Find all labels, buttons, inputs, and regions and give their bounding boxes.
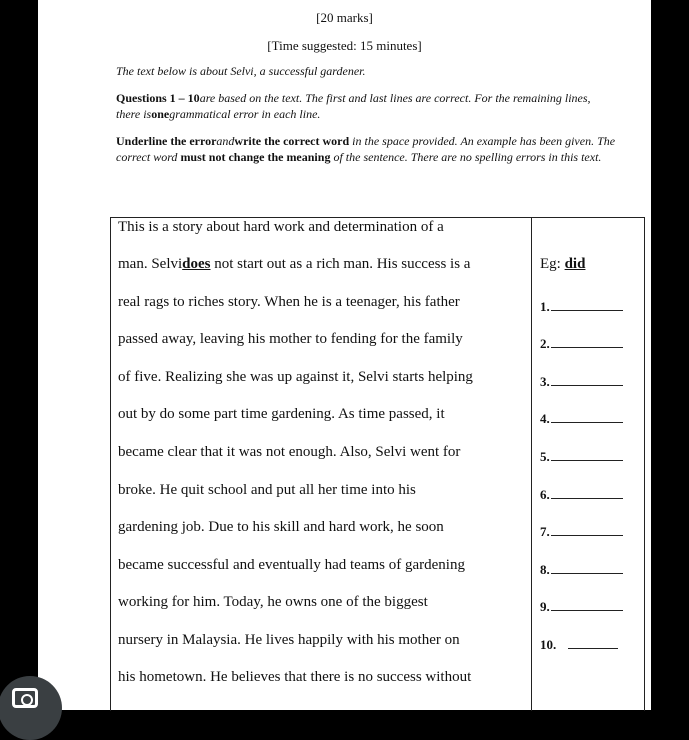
table-row <box>111 444 644 468</box>
passage-line: became successful and eventually had teams of gardening <box>118 557 465 573</box>
table-row <box>111 331 644 355</box>
table-row <box>111 294 644 318</box>
answer-blank-7[interactable]: 7. <box>540 524 623 540</box>
error-correction-table <box>110 217 645 711</box>
passage-line: gardening job. Due to his skill and hard work, he soon <box>118 519 444 535</box>
passage-line: passed away, leaving his mother to fending for the family <box>118 331 463 347</box>
table-row <box>111 519 644 543</box>
answer-blank-2[interactable]: 2. <box>540 336 623 352</box>
intro-text: The text below is about Selvi, a successful gardener. <box>116 64 366 78</box>
worksheet-page <box>38 0 651 710</box>
passage-line: of five. Realizing she was up against it, Selvi starts helping <box>118 369 473 385</box>
passage-line: broke. He quit school and put all her time into his <box>118 482 416 498</box>
passage-line: out by do some part time gardening. As time passed, it <box>118 406 445 422</box>
table-row <box>111 256 644 280</box>
camera-glyph <box>12 688 38 708</box>
passage-line: nursery in Malaysia. He lives happily with his mother on <box>118 632 460 648</box>
table-row <box>111 369 644 393</box>
passage-line: became clear that it was not enough. Also, Selvi went for <box>118 444 461 460</box>
error-word-example: does <box>182 256 211 272</box>
passage-line: This is a story about hard work and determination of a <box>118 219 444 235</box>
marks-label: [20 marks] <box>316 10 373 25</box>
answer-blank-9[interactable]: 9. <box>540 599 623 615</box>
table-row <box>111 632 644 656</box>
passage-line: his hometown. He believes that there is no success without <box>118 669 472 685</box>
passage-line: man. Selvidoes not start out as a rich man. His success is a <box>118 256 471 272</box>
table-row <box>111 219 644 243</box>
answer-blank-1[interactable]: 1. <box>540 299 623 315</box>
table-row <box>111 594 644 618</box>
table-row <box>111 482 644 506</box>
table-row <box>111 669 644 693</box>
answer-blank-6[interactable]: 6. <box>540 487 623 503</box>
example-answer: Eg: did <box>540 256 586 272</box>
passage-line: real rags to riches story. When he is a teenager, his father <box>118 294 460 310</box>
answer-blank-3[interactable]: 3. <box>540 374 623 390</box>
answer-blank-10[interactable]: 10. <box>540 637 618 653</box>
table-row <box>111 557 644 581</box>
table-row <box>111 406 644 430</box>
passage-line: working for him. Today, he owns one of the biggest <box>118 594 428 610</box>
answer-blank-4[interactable]: 4. <box>540 411 623 427</box>
answer-blank-5[interactable]: 5. <box>540 449 623 465</box>
time-suggested: [Time suggested: 15 minutes] <box>267 38 422 53</box>
questions-instructions: Questions 1 – 10are based on the text. The first and last lines are correct. For the remaining lines, there isonegrammatical error in each line. <box>116 91 591 121</box>
answer-blank-8[interactable]: 8. <box>540 562 623 578</box>
underline-instructions: Underline the errorandwrite the correct word in the space provided. An example has been given. The correct word must not change the meaning of the sentence. There are no spelling errors in this text. <box>116 134 616 164</box>
camera-icon[interactable] <box>0 676 62 740</box>
